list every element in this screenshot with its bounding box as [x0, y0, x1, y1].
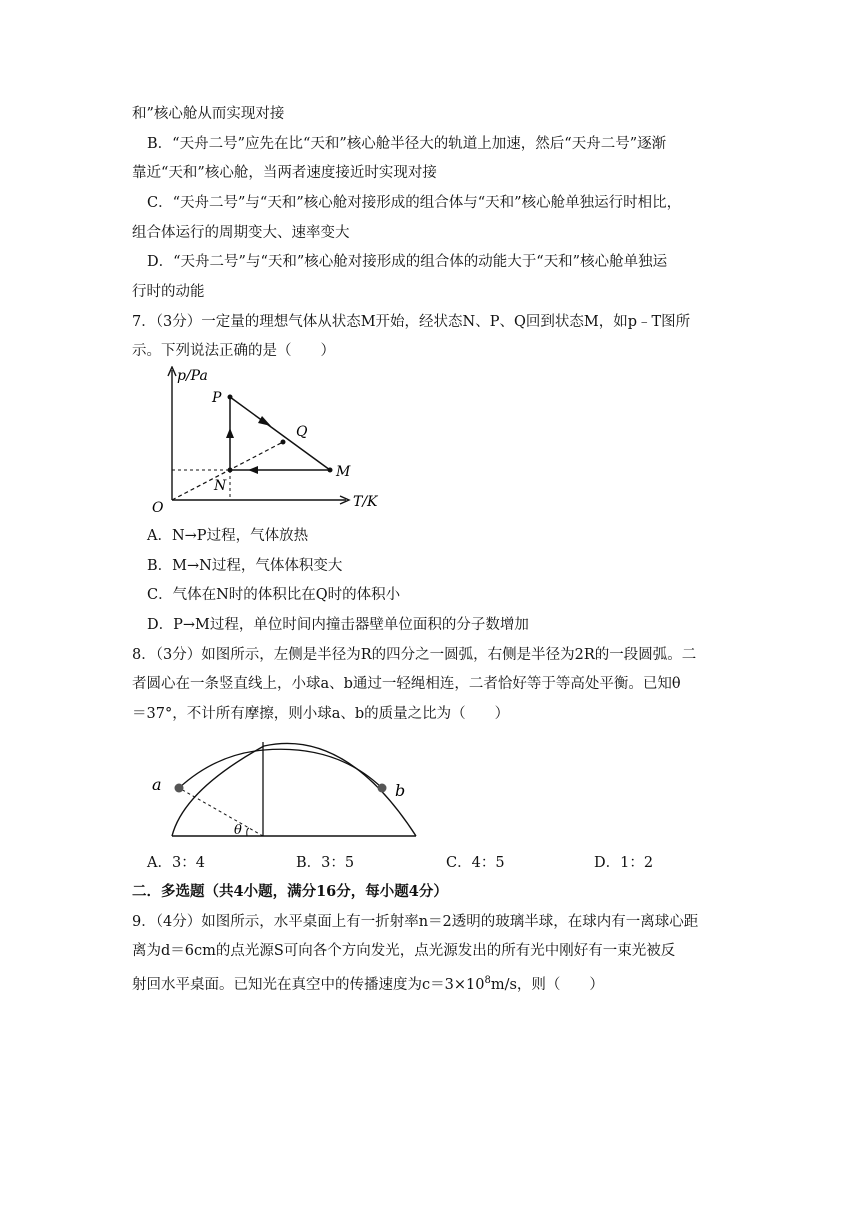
point-n-label: N — [214, 478, 227, 494]
text-line: 和”核心舱从而实现对接 — [132, 106, 285, 122]
point-p-label: P — [212, 390, 222, 406]
q9-tail: m/s，则（ ） — [490, 976, 604, 993]
question-9-stem: 9．（4分）如图所示，水平桌面上有一折射率n＝2透明的玻璃半球，在球内有一离球心距 — [132, 914, 699, 930]
q7-option-d: D．P→M过程，单位时间内撞击器壁单位面积的分子数增加 — [147, 617, 529, 633]
q7-option-c: C．气体在N时的体积比在Q时的体积小 — [147, 587, 401, 603]
ball-a-label: a — [152, 775, 162, 794]
option-c-line: C．“天舟二号”与“天和”核心舱对接形成的组合体与“天和”核心舱单独运行时相比， — [147, 195, 682, 211]
q9-text: 射回水平桌面。已知光在真空中的传播速度为c＝3×10 — [132, 976, 485, 993]
question-7-stem-cont: 示。下列说法正确的是（ ） — [132, 343, 335, 359]
question-8-stem-cont: 者圆心在一条竖直线上，小球a、b通过一轻绳相连，二者恰好等于等高处平衡。已知θ — [132, 676, 681, 692]
q8-option-b: B．3：5 — [296, 855, 355, 871]
q9-exponent: 8 — [484, 975, 491, 986]
q8-option-c: C．4：5 — [446, 855, 505, 871]
arc-diagram — [146, 732, 426, 842]
q8-option-a: A．3：4 — [147, 855, 205, 871]
question-8-stem: 8．（3分）如图所示，左侧是半径为R的四分之一圆弧，右侧是半径为2R的一段圆弧。二 — [132, 647, 697, 663]
section-heading: 二．多选题（共4小题，满分16分，每小题4分） — [132, 883, 448, 900]
text-line: 靠近“天和”核心舱，当两者速度接近时实现对接 — [132, 165, 437, 181]
x-axis-label: T/K — [353, 494, 378, 510]
q8-option-d: D．1：2 — [594, 855, 654, 871]
question-7-stem: 7．（3分）一定量的理想气体从状态M开始，经状态N、P、Q回到状态M，如p﹣T图所 — [132, 314, 691, 330]
question-8-stem-cont: ＝37°，不计所有摩擦，则小球a、b的质量之比为（ ） — [132, 706, 510, 722]
text-line: 组合体运行的周期变大、速率变大 — [132, 225, 350, 241]
theta-label: θ — [234, 823, 242, 838]
origin-label: O — [152, 500, 164, 516]
q7-option-b: B．M→N过程，气体体积变大 — [147, 558, 343, 574]
ball-b-label: b — [395, 781, 406, 800]
y-axis-label: p/Pa — [177, 368, 208, 384]
question-9-stem-cont — [132, 971, 604, 995]
text-line: 行时的动能 — [132, 284, 205, 300]
point-m-label: M — [336, 464, 351, 480]
pt-diagram — [150, 366, 390, 516]
question-9-stem-cont: 离为d＝6cm的点光源S可向各个方向发光，点光源发出的所有光中刚好有一束光被反 — [132, 943, 676, 959]
option-d-line: D．“天舟二号”与“天和”核心舱对接形成的组合体的动能大于“天和”核心舱单独运 — [147, 254, 668, 270]
q7-option-a: A．N→P过程，气体放热 — [147, 528, 309, 544]
option-b-line: B．“天舟二号”应先在比“天和”核心舱半径大的轨道上加速，然后“天舟二号”逐渐 — [147, 136, 667, 152]
point-q-label: Q — [296, 424, 308, 440]
